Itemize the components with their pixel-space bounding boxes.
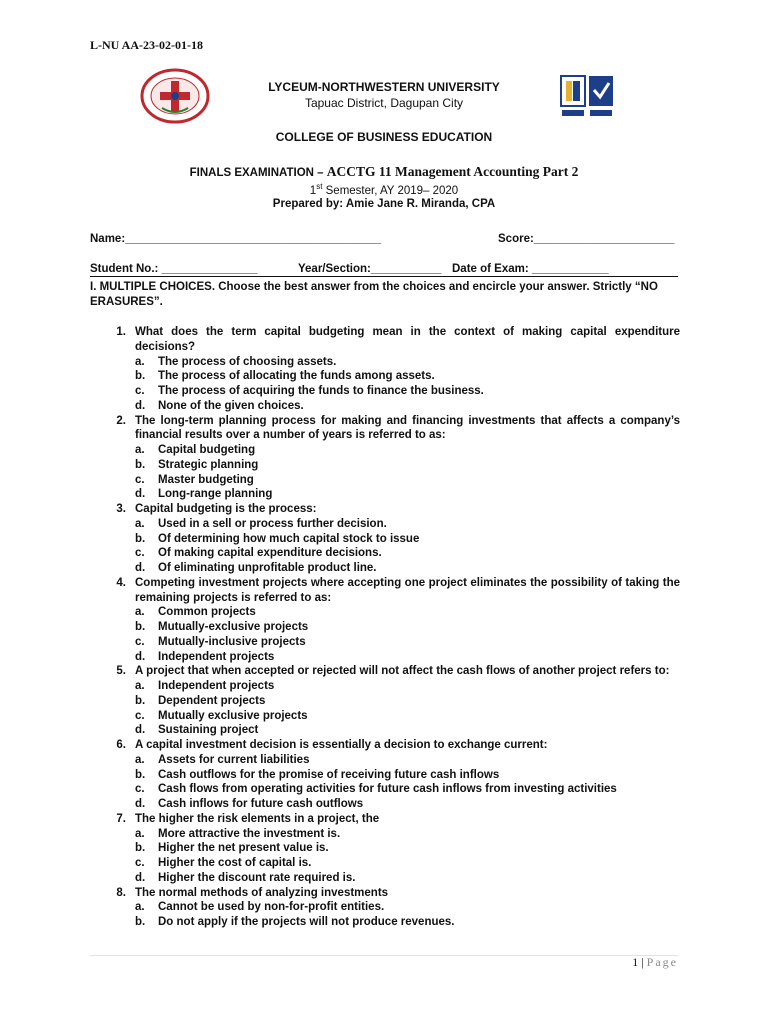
answer-choice[interactable]: [90, 355, 680, 370]
choice-letter: c.: [135, 783, 145, 796]
answer-choice[interactable]: [90, 532, 680, 547]
answer-choice[interactable]: [90, 487, 680, 502]
choice-letter: b.: [135, 621, 146, 633]
college-name: COLLEGE OF BUSINESS EDUCATION: [275, 130, 493, 144]
choice-letter: d.: [135, 399, 146, 412]
choice-text: Independent projects: [158, 650, 275, 663]
choice-text: Master budgeting: [158, 473, 254, 486]
document-code: L-NU AA-23-02-01-18: [90, 38, 203, 52]
question-item: [90, 886, 680, 930]
choice-letter: d.: [135, 871, 146, 884]
question-item: [90, 664, 680, 738]
answer-choice[interactable]: [90, 753, 680, 768]
question-number: 1.: [116, 326, 126, 338]
question-text: The long-term planning process for making and financing investments that affects a company’s financial results over a number of years is referred to as:: [135, 414, 680, 442]
answer-choice[interactable]: [90, 650, 680, 665]
question-text: The higher the risk elements in a project, the: [135, 812, 380, 825]
footer-divider: [90, 955, 678, 956]
answer-choice[interactable]: [90, 723, 680, 738]
question-text: Capital budgeting is the process:: [135, 503, 317, 515]
question-item: [90, 576, 680, 665]
answer-choice[interactable]: [90, 768, 680, 783]
choice-text: Cash flows from operating activities for future cash inflows from investing activities: [158, 783, 617, 796]
question-text: A project that when accepted or rejected will not affect the cash flows of another project refers to:: [135, 665, 670, 678]
choice-text: Capital budgeting: [158, 444, 256, 456]
name-field[interactable]: Name:________________________________________: [90, 233, 381, 245]
choice-letter: a.: [135, 753, 145, 766]
semester-number: 1: [309, 184, 317, 197]
header-divider: [90, 276, 678, 277]
question-number: 4.: [116, 576, 126, 589]
choice-text: Higher the cost of capital is.: [158, 857, 312, 869]
choice-letter: d.: [135, 724, 146, 737]
answer-choice[interactable]: [90, 797, 680, 812]
choice-letter: d.: [135, 488, 146, 501]
question-number: 2.: [116, 414, 126, 427]
score-field[interactable]: Score:______________________: [498, 233, 675, 245]
answer-choice[interactable]: [90, 827, 680, 842]
choice-text: Mutually-exclusive projects: [158, 621, 309, 633]
answer-choice[interactable]: [90, 635, 680, 650]
answer-choice[interactable]: [90, 561, 680, 576]
question-text: Competing investment projects where accepting one project eliminates the possibility of taking the remaining projects is referred to as:: [135, 576, 680, 604]
question-number: 5.: [116, 665, 126, 678]
subject-title: ACCTG 11 Management Accounting Part 2: [326, 164, 579, 179]
choice-text: Higher the net present value is.: [158, 842, 329, 855]
question-text: What does the term capital budgeting mean in the context of making capital expenditure decisions?: [135, 326, 680, 353]
choice-text: Mutually exclusive projects: [158, 709, 308, 722]
choice-letter: d.: [135, 798, 146, 810]
choice-letter: b.: [135, 916, 146, 928]
choice-letter: a.: [135, 901, 145, 914]
choice-text: Assets for current liabilities: [158, 753, 310, 766]
choice-text: Of determining how much capital stock to issue: [158, 532, 420, 545]
choice-letter: b.: [135, 532, 146, 545]
question-item: [90, 812, 680, 886]
answer-choice[interactable]: [90, 399, 680, 414]
answer-choice[interactable]: [90, 517, 680, 532]
answer-choice[interactable]: [90, 679, 680, 694]
date-of-exam-field[interactable]: Date of Exam: ____________: [452, 263, 609, 275]
question-text: The normal methods of analyzing investments: [135, 886, 389, 899]
question-number: 8.: [116, 886, 126, 899]
choice-text: The process of choosing assets.: [158, 355, 337, 368]
choice-letter: c.: [135, 547, 145, 560]
answer-choice[interactable]: [90, 605, 680, 620]
prepared-by: Prepared by: Amie Jane R. Miranda, CPA: [272, 198, 496, 210]
question-number: 6.: [116, 739, 126, 751]
semester-suffix: st: [316, 182, 323, 191]
choice-text: Cash inflows for future cash outflows: [158, 798, 364, 810]
choice-letter: b.: [135, 842, 146, 855]
answer-choice[interactable]: [90, 384, 680, 399]
page-number: 1: [632, 955, 639, 969]
choice-letter: a.: [135, 680, 145, 692]
choice-text: Used in a sell or process further decision.: [158, 517, 387, 530]
choice-text: Long-range planning: [158, 488, 273, 501]
university-name: LYCEUM-NORTHWESTERN UNIVERSITY: [268, 80, 500, 94]
choice-letter: c.: [135, 635, 145, 648]
choice-text: Of making capital expenditure decisions.: [158, 547, 382, 560]
question-text: A capital investment decision is essentially a decision to exchange current:: [135, 739, 548, 751]
page-footer: [632, 955, 678, 970]
choice-letter: a.: [135, 355, 145, 368]
answer-choice[interactable]: [90, 443, 680, 458]
choice-letter: c.: [135, 473, 145, 486]
semester-line: [0, 182, 768, 197]
answer-choice[interactable]: [90, 694, 680, 709]
choice-letter: a.: [135, 827, 145, 840]
answer-choice[interactable]: [90, 915, 680, 930]
student-no-field[interactable]: Student No.: _______________: [90, 263, 258, 275]
answer-choice[interactable]: [90, 709, 680, 724]
answer-choice[interactable]: [90, 856, 680, 871]
answer-choice[interactable]: [90, 620, 680, 635]
instructions: I. MULTIPLE CHOICES. Choose the best answer from the choices and encircle your answer. Strictly “NO ERASURES”.: [90, 281, 658, 308]
choice-text: The process of allocating the funds among assets.: [158, 370, 435, 383]
choice-text: Higher the discount rate required is.: [158, 871, 356, 884]
choice-text: Cash outflows for the promise of receiving future cash inflows: [158, 768, 500, 781]
answer-choice[interactable]: [90, 458, 680, 473]
question-item: [90, 738, 680, 812]
university-address: Tapuac District, Dagupan City: [304, 96, 464, 110]
answer-choice[interactable]: [90, 369, 680, 384]
choice-text: Common projects: [158, 606, 256, 619]
choice-text: Of eliminating unprofitable product line.: [158, 562, 377, 574]
choice-text: Sustaining project: [158, 724, 259, 737]
answer-choice[interactable]: [90, 473, 680, 488]
choice-text: The process of acquiring the funds to finance the business.: [158, 385, 484, 397]
choice-letter: a.: [135, 517, 145, 530]
choice-text: Dependent projects: [158, 694, 266, 707]
choice-text: Independent projects: [158, 680, 275, 692]
choice-letter: b.: [135, 694, 146, 707]
choice-letter: c.: [135, 709, 145, 722]
question-number: 3.: [116, 503, 126, 515]
answer-choice[interactable]: [90, 841, 680, 856]
question-list: [90, 325, 680, 930]
answer-choice[interactable]: [90, 900, 680, 915]
choice-text: Strategic planning: [158, 458, 259, 471]
question-item: [90, 414, 680, 503]
choice-text: Cannot be used by non-for-profit entities.: [158, 901, 385, 914]
page-separator: |: [638, 955, 647, 969]
choice-letter: b.: [135, 768, 146, 781]
choice-text: More attractive the investment is.: [158, 827, 341, 840]
question-item: [90, 325, 680, 414]
choice-letter: d.: [135, 562, 146, 574]
semester-text: Semester, AY 2019– 2020: [322, 184, 459, 197]
choice-text: Mutually-inclusive projects: [158, 635, 306, 648]
choice-letter: c.: [135, 385, 145, 397]
choice-letter: a.: [135, 606, 145, 619]
answer-choice[interactable]: [90, 782, 680, 797]
choice-letter: b.: [135, 370, 146, 383]
choice-text: None of the given choices.: [158, 399, 304, 412]
choice-letter: b.: [135, 458, 146, 471]
question-item: [90, 502, 680, 576]
answer-choice[interactable]: [90, 546, 680, 561]
choice-letter: a.: [135, 444, 145, 456]
question-number: 7.: [116, 812, 126, 825]
exam-title: [0, 164, 768, 180]
page-label: Page: [646, 955, 678, 969]
year-section-field[interactable]: Year/Section:___________: [298, 263, 442, 275]
exam-prefix: FINALS EXAMINATION –: [189, 167, 327, 179]
choice-letter: c.: [135, 857, 145, 869]
answer-choice[interactable]: [90, 871, 680, 886]
choice-text: Do not apply if the projects will not produce revenues.: [158, 916, 455, 928]
choice-letter: d.: [135, 650, 146, 663]
